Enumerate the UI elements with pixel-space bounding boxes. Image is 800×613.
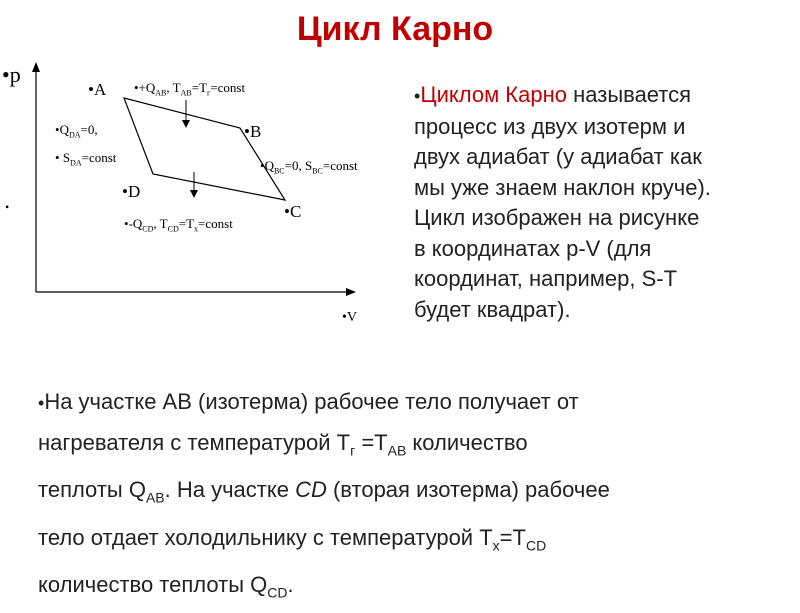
definition-term: Циклом Карно bbox=[420, 82, 567, 107]
y-axis-arrow bbox=[32, 62, 40, 72]
arrow-heat-in-head bbox=[182, 120, 190, 128]
explanation-line-2: нагревателя с температурой $T_г =T_{AB}$ количество bbox=[38, 430, 528, 459]
v-axis-label: •V bbox=[342, 310, 358, 325]
arrow-heat-out-head bbox=[190, 190, 198, 198]
explanation-line-3: теплоты $Q_{AB}$. На участке CD (вторая изотерма) рабочее bbox=[38, 477, 610, 506]
explanation-text bbox=[38, 382, 788, 613]
definition-line-1: •Циклом Карно называется bbox=[414, 82, 692, 107]
label-da-s: • $S_{DA}=const$ bbox=[55, 150, 117, 168]
explanation-line-5: количество теплоты $Q_{CD}$. bbox=[38, 572, 294, 601]
definition-line-7: координат, например, S-T bbox=[414, 266, 678, 291]
p-axis-label: •p bbox=[2, 62, 21, 87]
definition-line-5: Цикл изображен на рисунке bbox=[414, 205, 700, 230]
page-title: Цикл Карно bbox=[296, 10, 494, 48]
label-da-q: $•Q_{DA}=0$, bbox=[55, 122, 98, 140]
carnot-cycle-path bbox=[124, 98, 285, 200]
x-axis-arrow bbox=[346, 288, 356, 296]
label-cd: $•-Q_{CD}$, $T_{CD}=T_х=const$ bbox=[124, 216, 233, 234]
bullet-dot: • bbox=[5, 200, 10, 214]
label-ab: $•+Q_{AB}$, $T_{AB}=T_г=const$ bbox=[134, 80, 246, 98]
definition-line-4: мы уже знаем наклон круче). bbox=[414, 174, 711, 200]
point-a: •A bbox=[88, 80, 107, 99]
definition-line-2: процесс из двух изотерм и bbox=[414, 113, 686, 139]
definition-line-3: двух адиабат (у адиабат как bbox=[414, 144, 702, 169]
definition-line-8: будет квадрат). bbox=[414, 296, 571, 322]
point-b: •B bbox=[244, 122, 262, 141]
point-c: •C bbox=[284, 202, 302, 221]
definition-line-6: в координатах p-V (для bbox=[414, 235, 652, 261]
label-bc: $•Q_{BC}=0$, $S_{BC}=const$ bbox=[260, 158, 358, 176]
explanation-line-4: тело отдает холодильнику с температурой $T_х=T_{CD}$ bbox=[38, 524, 547, 554]
definition-text bbox=[414, 80, 799, 325]
point-d: •D bbox=[122, 182, 141, 201]
explanation-line-1: •На участке AB (изотерма) рабочее тело получает от bbox=[38, 389, 579, 414]
